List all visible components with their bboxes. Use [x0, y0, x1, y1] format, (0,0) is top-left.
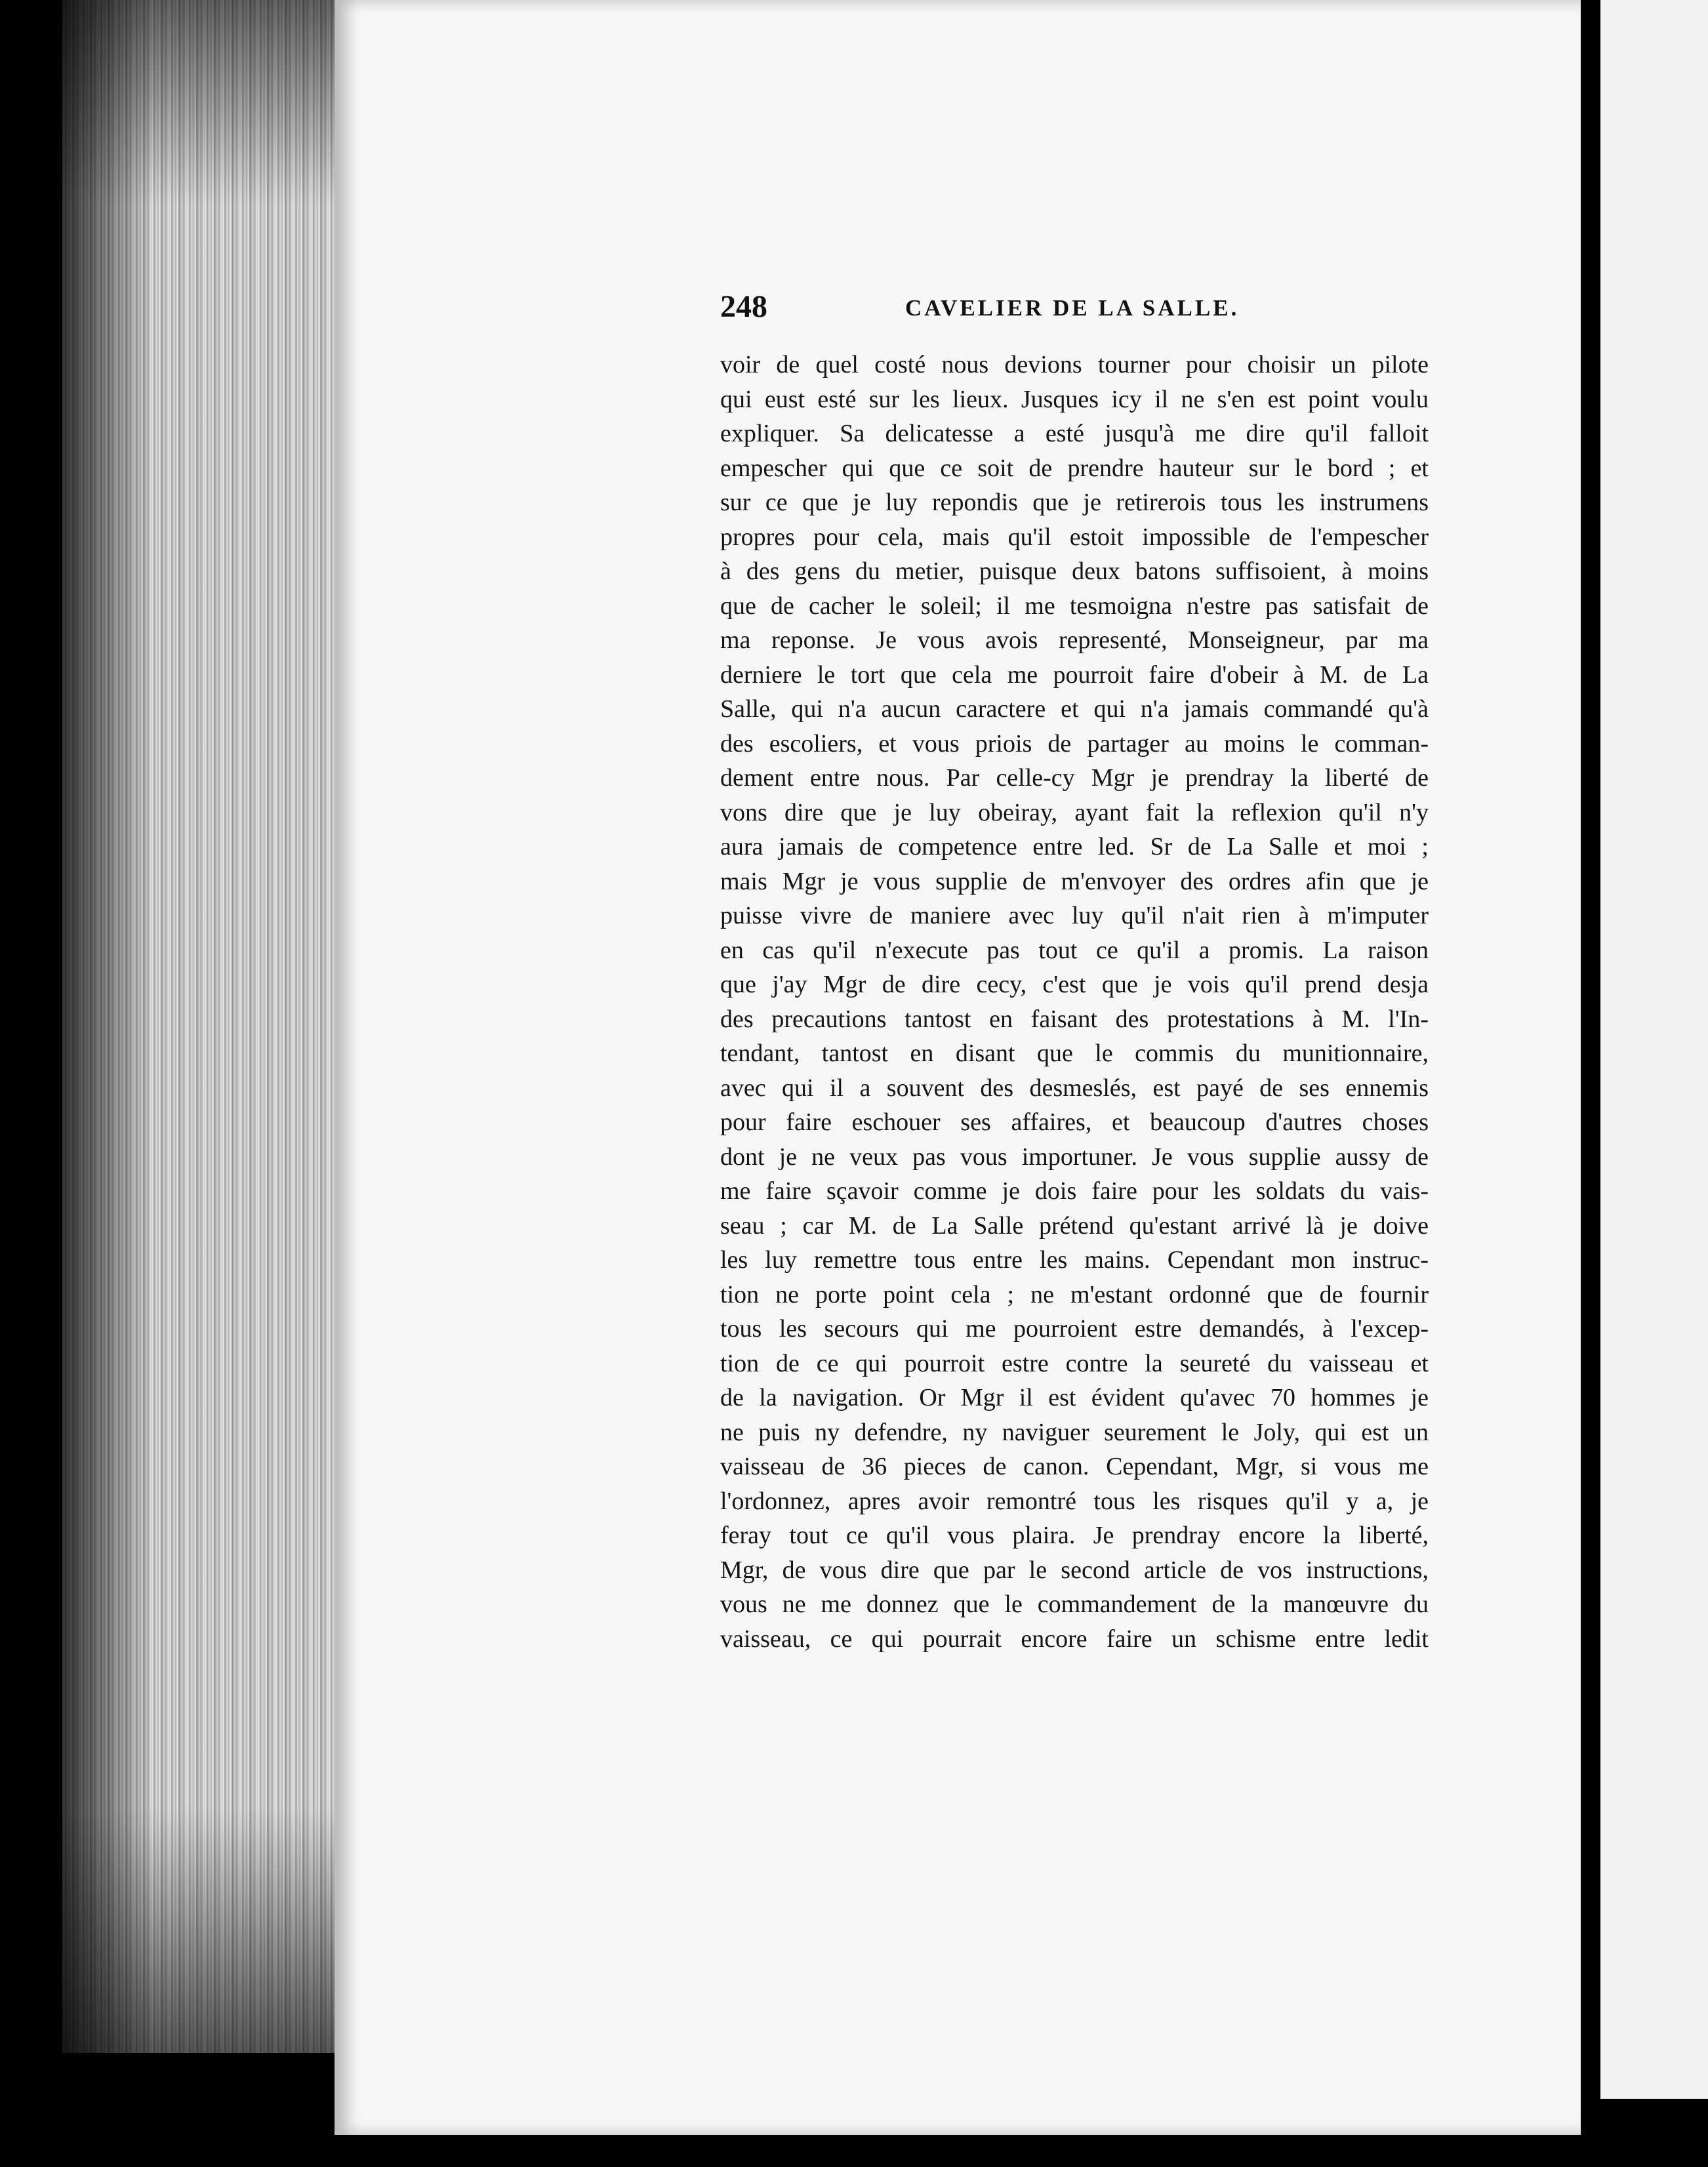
text-line: puisse vivre de maniere avec luy qu'il n'ait rien à m'imputer: [720, 902, 1429, 929]
text-line: dont je ne veux pas vous importuner. Je vous supplie aussy de: [720, 1143, 1429, 1171]
text-line: vaisseau, ce qui pourrait encore faire un schisme entre ledit: [720, 1625, 1429, 1653]
text-line: tous les secours qui me pourroient estre demandés, à l'excep-: [720, 1315, 1429, 1343]
text-line: ne puis ny defendre, ny naviguer seurement le Joly, qui est un: [720, 1418, 1429, 1446]
text-line: ma reponse. Je vous avois representé, Monseigneur, par ma: [720, 626, 1429, 654]
text-line: que de cacher le soleil; il me tesmoigna n'estre pas satisfait de: [720, 592, 1429, 620]
text-line: me faire sçavoir comme je dois faire pour les soldats du vais-: [720, 1177, 1429, 1205]
page-number: 248: [720, 289, 767, 324]
text-line: Mgr, de vous dire que par le second article de vos instructions,: [720, 1556, 1429, 1584]
text-line: de la navigation. Or Mgr il est évident qu'avec 70 hommes je: [720, 1384, 1429, 1411]
text-line: seau ; car M. de La Salle prétend qu'estant arrivé là je doive: [720, 1211, 1429, 1240]
body-text: [720, 348, 1429, 1656]
text-line: dement entre nous. Par celle-cy Mgr je prendray la liberté de: [720, 764, 1429, 792]
gutter: [1581, 0, 1600, 2167]
text-line: avec qui il a souvent des desmeslés, est payé de ses ennemis: [720, 1074, 1429, 1102]
text-line: vaisseau de 36 pieces de canon. Cependant, Mgr, si vous me: [720, 1453, 1429, 1480]
text-line: à des gens du metier, puisque deux batons suffisoient, à moins: [720, 557, 1429, 585]
text-line: expliquer. Sa delicatesse a esté jusqu'à me dire qu'il falloit: [720, 420, 1429, 447]
text-line: tion de ce qui pourroit estre contre la seureté du vaisseau et: [720, 1349, 1429, 1377]
page-edge-shadow: [62, 0, 154, 2053]
running-head: [720, 287, 1429, 327]
text-line: l'ordonnez, apres avoir remontré tous les risques qu'il y a, je: [720, 1487, 1429, 1515]
text-line: empescher qui que ce soit de prendre hauteur sur le bord ; et: [720, 454, 1429, 482]
text-line: pour faire eschouer ses affaires, et beaucoup d'autres choses: [720, 1108, 1429, 1136]
text-line: que j'ay Mgr de dire cecy, c'est que je vois qu'il prend desja: [720, 971, 1429, 998]
facing-page-edge: [1600, 0, 1708, 2099]
text-line: aura jamais de competence entre led. Sr de La Salle et moi ;: [720, 833, 1429, 861]
text-line: les luy remettre tous entre les mains. Cependant mon instruc-: [720, 1246, 1429, 1274]
text-line: tion ne porte point cela ; ne m'estant ordonné que de fournir: [720, 1280, 1429, 1308]
text-line: feray tout ce qu'il vous plaira. Je prendray encore la liberté,: [720, 1522, 1429, 1549]
text-line: Salle, qui n'a aucun caractere et qui n'a jamais commandé qu'à: [720, 695, 1429, 723]
running-title: CAVELIER DE LA SALLE.: [905, 295, 1240, 321]
text-line: des escoliers, et vous priois de partager au moins le comman-: [720, 729, 1429, 758]
text-line: des precautions tantost en faisant des protestations à M. l'In-: [720, 1005, 1429, 1033]
text-line: vous ne me donnez que le commandement de la manœuvre du: [720, 1590, 1429, 1618]
text-line: voir de quel costé nous devions tourner pour choisir un pilote: [720, 351, 1429, 378]
text-line: derniere le tort que cela me pourroit faire d'obeir à M. de La: [720, 660, 1429, 689]
text-line: en cas qu'il n'execute pas tout ce qu'il a promis. La raison: [720, 936, 1429, 964]
text-line: sur ce que je luy repondis que je retirerois tous les instrumens: [720, 489, 1429, 516]
text-line: propres pour cela, mais qu'il estoit impossible de l'empescher: [720, 523, 1429, 551]
text-line: tendant, tantost en disant que le commis du munitionnaire,: [720, 1040, 1429, 1067]
text-line: mais Mgr je vous supplie de m'envoyer des ordres afin que je: [720, 867, 1429, 895]
text-line: qui eust esté sur les lieux. Jusques icy il ne s'en est point voulu: [720, 385, 1429, 413]
page-block-edge: [62, 0, 342, 2053]
text-line: vons dire que je luy obeiray, ayant fait la reflexion qu'il n'y: [720, 798, 1429, 826]
